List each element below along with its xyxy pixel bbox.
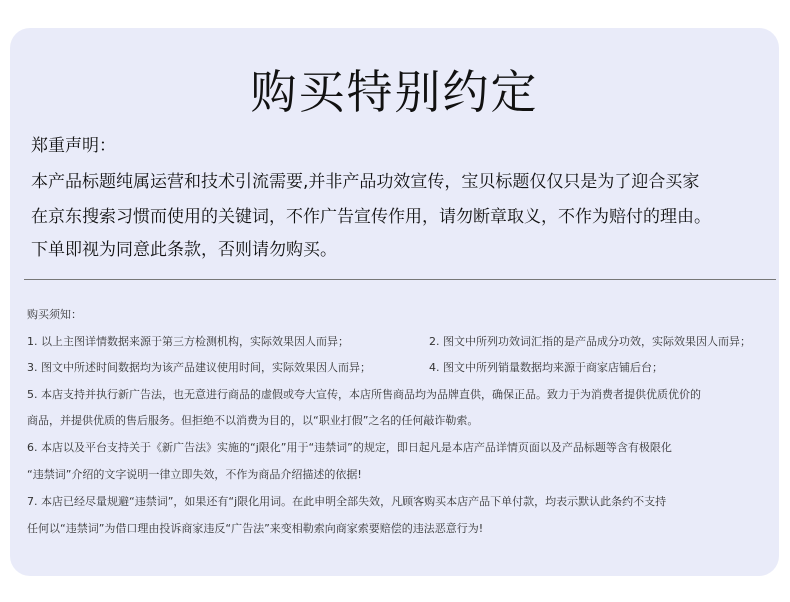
rule-item: 商品，并提供优质的售后服务。但拒绝不以消费为目的，以“职业打假”之名的任何敲诈勒索。	[27, 414, 479, 427]
section-divider	[24, 279, 776, 280]
rule-item: 2. 图文中所列功效词汇指的是产品成分功效，实际效果因人而异；	[429, 335, 751, 348]
notice-heading: 购买须知：	[27, 308, 82, 321]
rule-item: 3. 图文中所述时间数据均为该产品建议使用时间，实际效果因人而异；	[27, 361, 371, 374]
page-title: 购买特别约定	[250, 65, 539, 119]
rule-item: 5. 本店支持并执行新广告法，也无意进行商品的虚假或夸大宣传，本店所售商品均为品牌直供，确保正品。致力于为消费者提供优质优价的	[27, 388, 701, 401]
declaration-line: 下单即视为同意此条款，否则请勿购买。	[31, 240, 337, 260]
rule-item: 1. 以上主图详情数据来源于第三方检测机构，实际效果因人而异；	[27, 335, 349, 348]
rule-item: 6. 本店以及平台支持关于《新广告法》实施的“j限化”用于“违禁词”的规定，即日起凡是本店产品详情页面以及产品标题等含有极限化	[27, 441, 672, 454]
rule-item: 7. 本店已经尽量规避“违禁词”，如果还有“j限化用词。在此申明全部失效，凡顾客购买本店产品下单付款，均表示默认此条约不支持	[27, 495, 667, 508]
declaration-line: 本产品标题纯属运营和技术引流需要,并非产品功效宣传，宝贝标题仅仅只是为了迎合买家	[31, 172, 700, 192]
rule-item: 4. 图文中所列销量数据均来源于商家店铺后台；	[429, 361, 663, 374]
declaration-line: 在京东搜索习惯而使用的关键词，不作广告宣传作用，请勿断章取义，不作为赔付的理由。	[31, 207, 711, 227]
rule-item: “违禁词”介绍的文字说明一律立即失效，不作为商品介绍描述的依据!	[27, 468, 362, 481]
notice-card	[10, 28, 779, 576]
declaration-heading: 郑重声明：	[31, 136, 116, 156]
rule-item: 任何以“违禁词”为借口理由投诉商家违反“广告法”来变相勒索向商家索要赔偿的违法恶意行为!	[27, 522, 484, 535]
